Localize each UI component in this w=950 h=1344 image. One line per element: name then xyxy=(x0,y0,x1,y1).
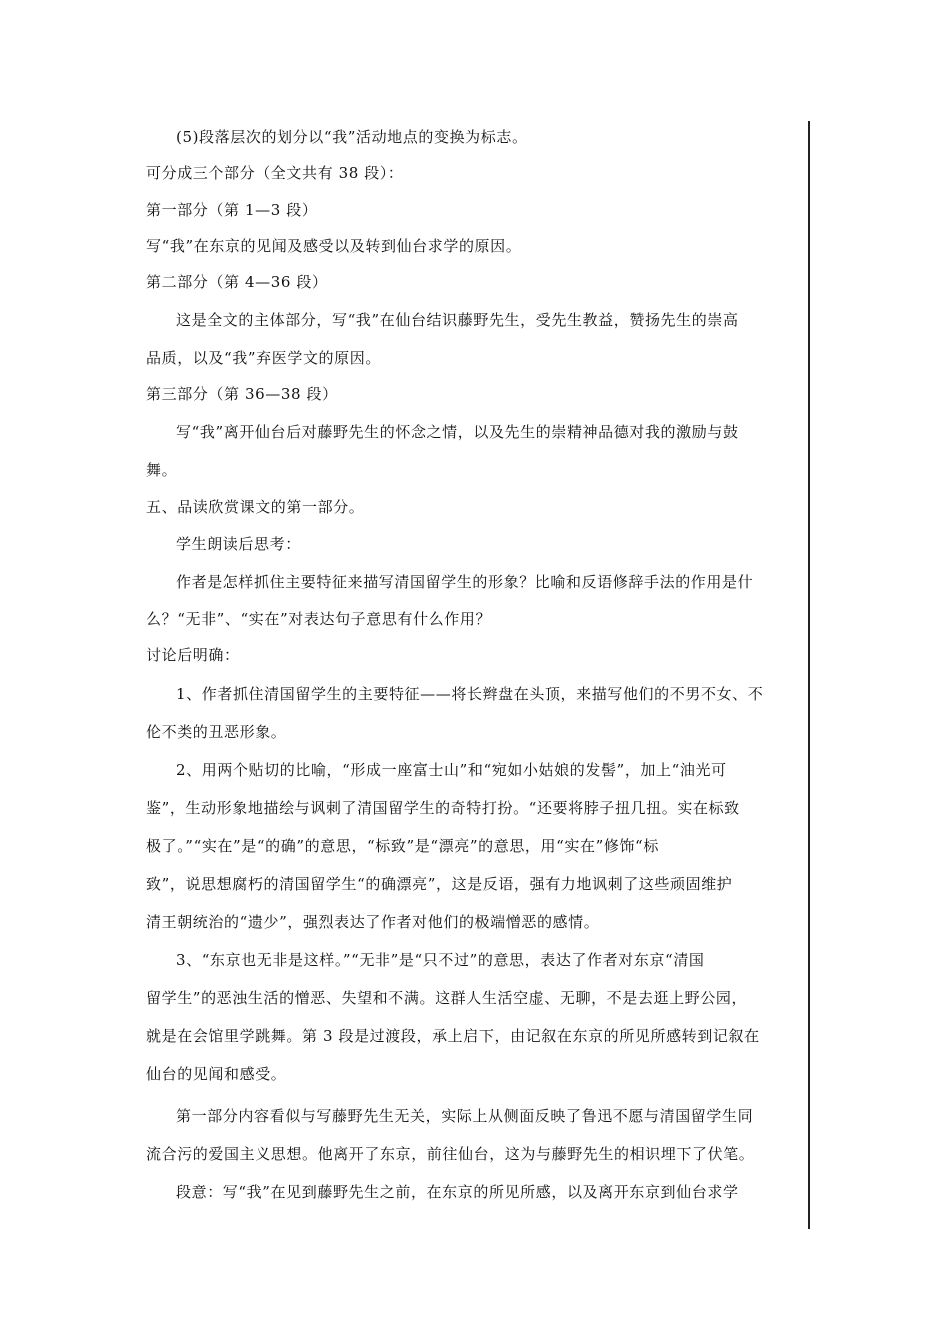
text-line: 可分成三个部分（全文共有 38 段）： xyxy=(146,164,404,182)
text-line: 仙台的见闻和感受。 xyxy=(146,1065,287,1083)
text-line: 讨论后明确： xyxy=(146,646,240,664)
text-line: 第二部分（第 4—36 段） xyxy=(146,273,328,291)
text-line: 第一部分内容看似与写藤野先生无关，实际上从侧面反映了鲁迅不愿与清国留学生同 xyxy=(176,1107,754,1125)
text-line: 第一部分（第 1—3 段） xyxy=(146,201,318,219)
text-line: 作者是怎样抓住主要特征来描写清国留学生的形象？比喻和反语修辞手法的作用是什 xyxy=(176,573,754,591)
text-line: 写“我”在东京的见闻及感受以及转到仙台求学的原因。 xyxy=(146,237,522,255)
text-line: 流合污的爱国主义思想。他离开了东京，前往仙台，这为与藤野先生的相识埋下了伏笔。 xyxy=(146,1145,755,1163)
text-line: 么？“无非”、“实在”对表达句子意思有什么作用？ xyxy=(146,610,492,628)
text-line: 第三部分（第 36—38 段） xyxy=(146,385,338,403)
text-line: 伦不类的丑恶形象。 xyxy=(146,723,287,741)
text-line: 留学生”的恶浊生活的憎恶、失望和不满。这群人生活空虚、无聊，不是去逛上野公园， xyxy=(146,989,748,1007)
text-line: 1、作者抓住清国留学生的主要特征——将长辫盘在头顶，来描写他们的不男不女、不 xyxy=(176,685,764,703)
text-line: 写“我”离开仙台后对藤野先生的怀念之情，以及先生的崇精神品德对我的激励与鼓 xyxy=(176,423,739,441)
text-line: 鉴”，生动形象地描绘与讽刺了清国留学生的奇特打扮。“还要将脖子扭几扭。实在标致 xyxy=(146,799,740,817)
text-line: 舞。 xyxy=(146,461,178,479)
text-line: 五、品读欣赏课文的第一部分。 xyxy=(146,498,365,516)
text-line: 极了。”“实在”是“的确”的意思，“标致”是“漂亮”的意思，用“实在”修饰“标 xyxy=(146,837,659,855)
text-line: (5)段落层次的划分以“我”活动地点的变换为标志。 xyxy=(176,128,528,146)
text-line: 清王朝统治的“遗少”，强烈表达了作者对他们的极端憎恶的感情。 xyxy=(146,913,600,931)
text-line: 2、用两个贴切的比喻，“形成一座富士山”和“宛如小姑娘的发髻”，加上“油光可 xyxy=(176,761,727,779)
text-line: 学生朗读后思考： xyxy=(176,535,301,553)
text-line: 3、“东京也无非是这样。”“无非”是“只不过”的意思，表达了作者对东京“清国 xyxy=(176,951,705,969)
text-line: 这是全文的主体部分，写“我”在仙台结识藤野先生，受先生教益，赞扬先生的崇高 xyxy=(176,311,739,329)
text-line: 品质，以及“我”弃医学文的原因。 xyxy=(146,349,381,367)
right-margin-rule xyxy=(808,121,810,1229)
text-line: 致”，说思想腐朽的清国留学生“的确漂亮”，这是反语，强有力地讽刺了这些顽固维护 xyxy=(146,875,733,893)
text-line: 就是在会馆里学跳舞。第 3 段是过渡段，承上启下，由记叙在东京的所见所感转到记叙在 xyxy=(146,1027,760,1045)
text-line: 段意：写“我”在见到藤野先生之前，在东京的所见所感，以及离开东京到仙台求学 xyxy=(176,1183,739,1201)
